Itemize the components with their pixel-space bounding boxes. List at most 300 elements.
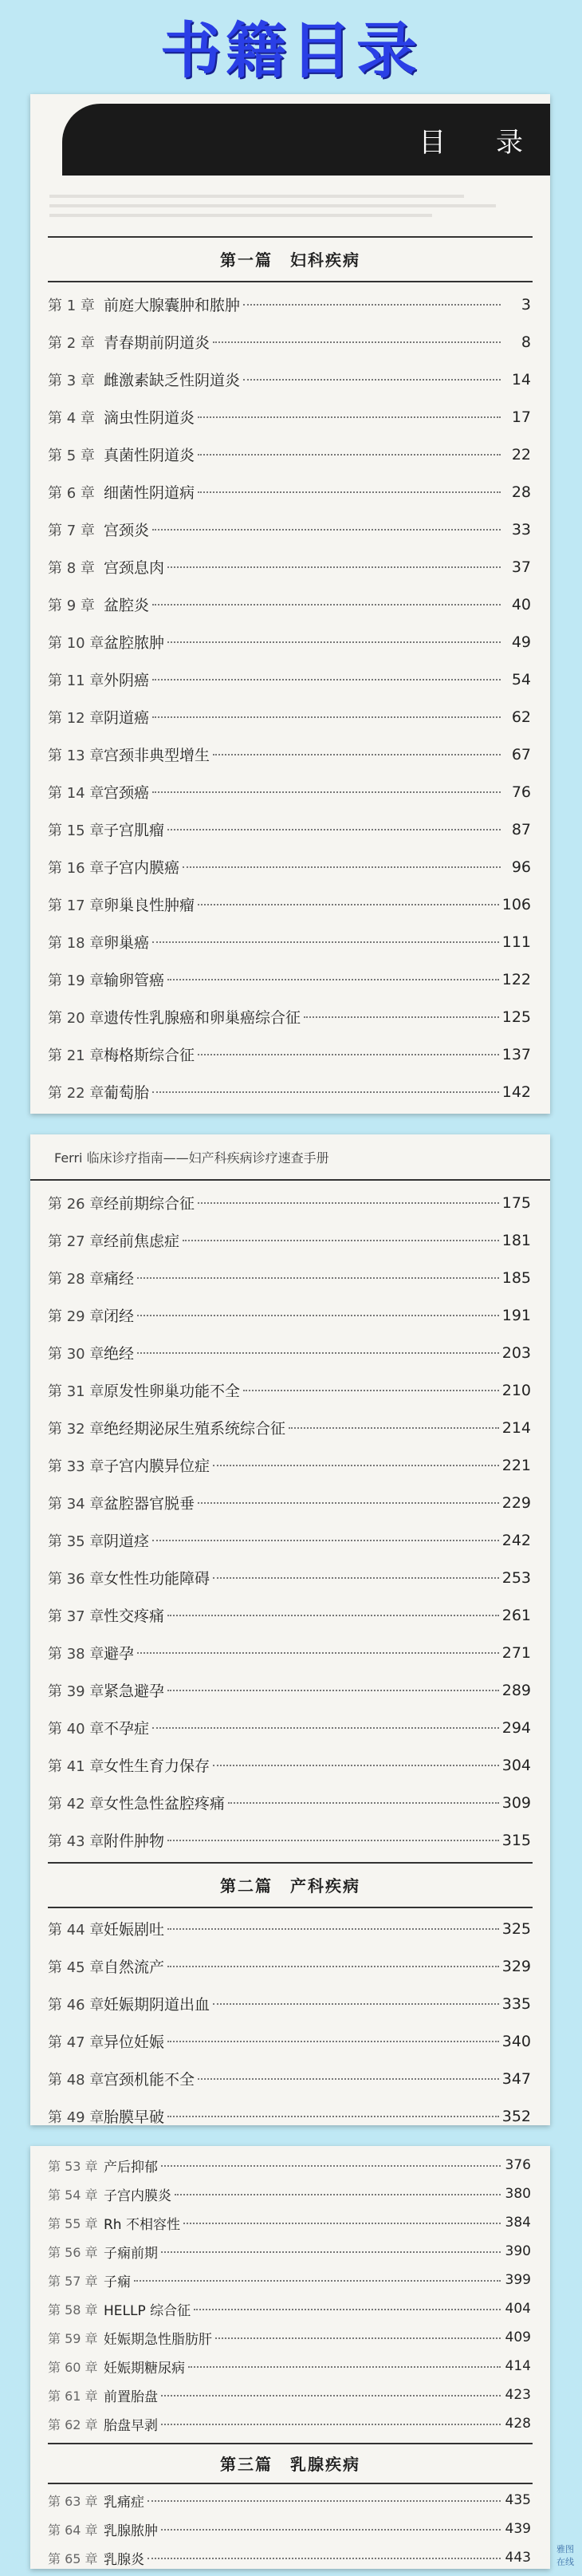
toc-page-3 — [30, 2146, 550, 2569]
page-number: 423 — [505, 2387, 531, 2403]
chapter-number: 第 22 章 — [48, 1084, 104, 1102]
dot-leader — [243, 1389, 499, 1391]
dot-leader — [215, 2337, 501, 2339]
chapter-number: 第 65 章 — [48, 2550, 98, 2566]
chapter-number: 第 40 章 — [48, 1720, 104, 1738]
page-number: 221 — [501, 1456, 531, 1474]
dot-leader — [243, 378, 501, 381]
chapter-title: 宫颈机能不全 — [104, 2071, 195, 2089]
chapter-number: 第 35 章 — [48, 1533, 104, 1550]
page-number: 210 — [501, 1381, 531, 1399]
dot-leader — [183, 1239, 499, 1241]
chapter-number: 第 47 章 — [48, 2034, 104, 2051]
dot-leader — [152, 1091, 499, 1093]
dot-leader — [161, 2423, 501, 2425]
chapter-number: 第 15 章 — [48, 822, 104, 839]
toc-entry — [30, 961, 550, 998]
toc-entry — [30, 1259, 550, 1296]
chapter-title: 外阴癌 — [104, 672, 150, 689]
page-number: 137 — [501, 1045, 531, 1063]
section-heading-gynecology: 第一篇 妇科疾病 — [220, 250, 360, 270]
page-number: 14 — [511, 370, 531, 389]
page-number: 111 — [501, 933, 531, 951]
page-number: 3 — [521, 295, 531, 314]
dot-leader — [152, 1539, 499, 1541]
chapter-title: 女性性功能障碍 — [104, 1570, 210, 1588]
toc-entry — [30, 2180, 550, 2208]
chapter-title: Rh 不相容性 — [104, 2216, 180, 2233]
toc-entry — [30, 2352, 550, 2381]
chapter-number: 第 58 章 — [48, 2302, 98, 2318]
dot-leader — [213, 753, 501, 755]
page-number: 439 — [505, 2521, 531, 2537]
chapter-title: 盆腔炎 — [104, 597, 150, 614]
chapter-number: 第 21 章 — [48, 1047, 104, 1064]
toc-entry — [30, 1746, 550, 1784]
chapter-title: 卵巢良性肿瘤 — [104, 897, 195, 914]
dot-leader — [289, 1426, 499, 1429]
dot-leader — [137, 1351, 499, 1354]
page-number: 309 — [501, 1793, 531, 1812]
chapter-title: 阴道痉 — [104, 1533, 150, 1550]
chapter-title: 乳腺脓肿 — [104, 2523, 158, 2539]
toc-entry — [30, 1484, 550, 1521]
chapter-number: 第 53 章 — [48, 2158, 98, 2174]
chapter-title: 雌激素缺乏性阴道炎 — [104, 372, 241, 389]
running-head-rule — [30, 1179, 550, 1181]
banner — [0, 0, 582, 92]
toc-entry — [30, 623, 550, 661]
chapter-list — [30, 2151, 550, 2438]
section-rule-bottom — [48, 1907, 533, 1908]
page-number: 229 — [501, 1493, 531, 1512]
page-number: 122 — [501, 970, 531, 988]
chapter-title: 性交疼痛 — [104, 1608, 165, 1625]
dot-leader — [147, 2499, 501, 2502]
chapter-title: 妊娠期阴道出血 — [104, 1996, 210, 2014]
chapter-title: 经前期综合征 — [104, 1195, 195, 1213]
page-number: 37 — [511, 558, 531, 576]
toc-entry — [30, 1784, 550, 1821]
toc-entry — [30, 323, 550, 361]
dot-leader — [152, 941, 499, 943]
chapter-title: 青春期前阴道炎 — [104, 334, 210, 352]
dot-leader — [167, 1927, 499, 1930]
toc-entry — [30, 548, 550, 586]
running-head: Ferri 临床诊疗指南——妇产科疾病诊疗速查手册 — [54, 1150, 329, 1166]
chapter-number: 第 32 章 — [48, 1420, 104, 1438]
toc-entry — [30, 2515, 550, 2543]
page-number: 175 — [501, 1193, 531, 1212]
chapter-title: 原发性卵巢功能不全 — [104, 1383, 241, 1400]
bleed-through-text — [49, 188, 528, 223]
page-number: 242 — [501, 1531, 531, 1549]
dot-leader — [161, 2251, 501, 2253]
chapter-title: 子宫内膜癌 — [104, 859, 180, 877]
toc-entry — [30, 2543, 550, 2569]
toc-entry — [30, 511, 550, 548]
chapter-title: 女性生育力保存 — [104, 1757, 210, 1775]
chapter-number: 第 28 章 — [48, 1270, 104, 1288]
chapter-list — [30, 1184, 550, 1859]
chapter-title: 异位妊娠 — [104, 2034, 165, 2051]
page-number: 315 — [501, 1831, 531, 1849]
chapter-number: 第 45 章 — [48, 1959, 104, 1976]
dot-leader — [152, 603, 501, 606]
page-number: 203 — [501, 1343, 531, 1362]
toc-entry — [30, 1371, 550, 1409]
page-number: 191 — [501, 1306, 531, 1324]
chapter-title: 宫颈炎 — [104, 522, 150, 539]
chapter-number: 第 14 章 — [48, 784, 104, 802]
chapter-title: 女性急性盆腔疼痛 — [104, 1795, 226, 1813]
chapter-title: 梅格斯综合征 — [104, 1047, 195, 1064]
chapter-title: 子宫内膜炎 — [104, 2187, 171, 2204]
toc-header-title: 目 录 — [419, 126, 544, 159]
toc-entry — [30, 2381, 550, 2409]
section-heading-breast: 第三篇 乳腺疾病 — [220, 2454, 360, 2474]
chapter-number: 第 37 章 — [48, 1608, 104, 1625]
chapter-title: 胎膜早破 — [104, 2109, 165, 2125]
dot-leader — [137, 1276, 499, 1279]
chapter-number: 第 27 章 — [48, 1233, 104, 1250]
page-number: 294 — [501, 1718, 531, 1737]
chapter-number: 第 12 章 — [48, 709, 104, 727]
chapter-title: 宫颈息肉 — [104, 559, 165, 577]
chapter-number: 第 36 章 — [48, 1570, 104, 1588]
chapter-title: 紧急避孕 — [104, 1682, 165, 1700]
chapter-title: 阴道癌 — [104, 709, 150, 727]
chapter-number: 第 8 章 — [48, 559, 95, 577]
toc-page-1 — [30, 94, 550, 1114]
dot-leader — [137, 1651, 499, 1654]
dot-leader — [198, 1501, 499, 1504]
chapter-title: 子宫肌瘤 — [104, 822, 165, 839]
section-heading-obstetrics: 第二篇 产科疾病 — [220, 1876, 360, 1896]
chapter-number: 第 10 章 — [48, 634, 104, 652]
chapter-number: 第 60 章 — [48, 2359, 98, 2375]
toc-entry — [30, 1521, 550, 1559]
dot-leader — [183, 2222, 501, 2224]
chapter-number: 第 33 章 — [48, 1458, 104, 1475]
page-number: 76 — [511, 783, 531, 801]
toc-header — [62, 104, 550, 176]
toc-entry — [30, 773, 550, 811]
toc-entry — [30, 286, 550, 323]
chapter-title: 子痫前期 — [104, 2245, 158, 2262]
page-number: 17 — [511, 408, 531, 426]
chapter-number: 第 39 章 — [48, 1682, 104, 1700]
toc-entry — [30, 2266, 550, 2294]
chapter-number: 第 1 章 — [48, 297, 95, 314]
dot-leader — [167, 828, 501, 830]
chapter-title: 盆腔脓肿 — [104, 634, 165, 652]
page-number: 347 — [501, 2069, 531, 2088]
page-number: 87 — [511, 820, 531, 838]
page-number: 390 — [505, 2243, 531, 2259]
chapter-title: 葡萄胎 — [104, 1084, 150, 1102]
toc-entry — [30, 698, 550, 736]
chapter-title: 乳腺炎 — [104, 2551, 144, 2568]
chapter-title: 前庭大腺囊肿和脓肿 — [104, 297, 241, 314]
toc-entry — [30, 1334, 550, 1371]
chapter-number: 第 42 章 — [48, 1795, 104, 1813]
toc-entry — [30, 2151, 550, 2180]
toc-entry — [30, 2097, 550, 2125]
page-number: 96 — [511, 858, 531, 876]
page-number: 376 — [505, 2157, 531, 2173]
chapter-number: 第 4 章 — [48, 409, 95, 427]
toc-entry — [30, 2208, 550, 2237]
page-number: 185 — [501, 1268, 531, 1287]
chapter-number: 第 34 章 — [48, 1495, 104, 1513]
chapter-title: 细菌性阴道病 — [104, 484, 195, 502]
chapter-number: 第 56 章 — [48, 2244, 98, 2260]
dot-leader — [167, 1689, 499, 1691]
dot-leader — [198, 2077, 499, 2080]
chapter-number: 第 26 章 — [48, 1195, 104, 1213]
chapter-title: 卵巢癌 — [104, 934, 150, 952]
chapter-number: 第 29 章 — [48, 1308, 104, 1325]
chapter-number: 第 19 章 — [48, 972, 104, 989]
toc-entry — [30, 586, 550, 623]
chapter-title: HELLP 综合征 — [104, 2302, 191, 2319]
dot-leader — [213, 1464, 499, 1466]
chapter-title: 宫颈非典型增生 — [104, 747, 210, 764]
toc-entry — [30, 1073, 550, 1110]
chapter-number: 第 13 章 — [48, 747, 104, 764]
page-number: 414 — [505, 2358, 531, 2374]
chapter-title: 不孕症 — [104, 1720, 150, 1738]
page-number: 8 — [521, 333, 531, 351]
chapter-title: 真菌性阴道炎 — [104, 447, 195, 464]
toc-page-2 — [30, 1134, 550, 2125]
page-number: 67 — [511, 745, 531, 763]
dot-leader — [243, 303, 501, 306]
chapter-title: 绝经期泌尿生殖系统综合征 — [104, 1420, 286, 1438]
dot-leader — [198, 491, 501, 493]
page-number: 380 — [505, 2186, 531, 2202]
chapter-title: 子痫 — [104, 2274, 131, 2290]
chapter-title: 妊娠期糖尿病 — [104, 2360, 185, 2377]
toc-entry — [30, 1709, 550, 1746]
dot-leader — [198, 1201, 499, 1204]
toc-entry — [30, 1634, 550, 1671]
toc-entry — [30, 2486, 550, 2515]
chapter-title: 闭经 — [104, 1308, 135, 1325]
chapter-number: 第 54 章 — [48, 2187, 98, 2203]
page-number: 399 — [505, 2272, 531, 2288]
page-number: 40 — [511, 595, 531, 613]
page-number: 125 — [501, 1008, 531, 1026]
toc-entry — [30, 1221, 550, 1259]
page-number: 62 — [511, 708, 531, 726]
dot-leader — [167, 641, 501, 643]
toc-entry — [30, 1184, 550, 1221]
chapter-title: 宫颈癌 — [104, 784, 150, 802]
toc-entry — [30, 1947, 550, 1985]
toc-entry — [30, 1671, 550, 1709]
chapter-number: 第 64 章 — [48, 2522, 98, 2538]
chapter-title: 前置胎盘 — [104, 2389, 158, 2405]
dot-leader — [161, 2394, 501, 2397]
chapter-title: 输卵管癌 — [104, 972, 165, 989]
chapter-number: 第 43 章 — [48, 1832, 104, 1850]
dot-leader — [183, 866, 501, 868]
chapter-title: 自然流产 — [104, 1959, 165, 1976]
page-number: 261 — [501, 1606, 531, 1624]
toc-entry — [30, 473, 550, 511]
toc-entry — [30, 848, 550, 886]
chapter-list — [30, 1910, 550, 2125]
page-number: 340 — [501, 2032, 531, 2050]
dot-leader — [167, 1614, 499, 1616]
section-rule-bottom — [48, 2483, 533, 2484]
dot-leader — [194, 2308, 501, 2310]
toc-entry — [30, 2323, 550, 2352]
chapter-number: 第 16 章 — [48, 859, 104, 877]
dot-leader — [213, 341, 501, 343]
chapter-number: 第 41 章 — [48, 1757, 104, 1775]
chapter-title: 绝经 — [104, 1345, 135, 1363]
chapter-number: 第 62 章 — [48, 2416, 98, 2432]
dot-leader — [152, 528, 501, 531]
page-number: 409 — [505, 2329, 531, 2345]
dot-leader — [188, 2365, 501, 2368]
toc-entry — [30, 1110, 550, 1114]
chapter-number: 第 5 章 — [48, 447, 95, 464]
page-number: 428 — [505, 2416, 531, 2432]
page-number: 325 — [501, 1919, 531, 1938]
toc-entry — [30, 398, 550, 436]
chapter-title: 妊娠剧吐 — [104, 1921, 165, 1939]
dot-leader — [147, 2557, 501, 2559]
page-number: 435 — [505, 2492, 531, 2508]
chapter-title: 盆腔器官脱垂 — [104, 1495, 195, 1513]
dot-leader — [161, 2528, 501, 2531]
toc-entry — [30, 1296, 550, 1334]
watermark: 雅图在线 — [556, 2544, 574, 2567]
toc-entry — [30, 2060, 550, 2097]
dot-leader — [213, 1764, 499, 1766]
chapter-number: 第 55 章 — [48, 2215, 98, 2231]
toc-entry — [30, 1821, 550, 1859]
chapter-number: 第 38 章 — [48, 1645, 104, 1663]
toc-entry — [30, 886, 550, 923]
dot-leader — [167, 566, 501, 568]
banner-title: 书籍目录 — [160, 15, 422, 86]
page-number: 253 — [501, 1568, 531, 1587]
chapter-number: 第 44 章 — [48, 1921, 104, 1939]
dot-leader — [152, 1726, 499, 1729]
dot-leader — [167, 1839, 499, 1841]
toc-entry — [30, 1910, 550, 1947]
toc-entry — [30, 1985, 550, 2022]
dot-leader — [198, 1053, 499, 1055]
page-number: 384 — [505, 2215, 531, 2231]
dot-leader — [198, 453, 501, 456]
chapter-number: 第 2 章 — [48, 334, 95, 352]
page-number: 142 — [501, 1083, 531, 1101]
toc-entry — [30, 923, 550, 961]
toc-entry — [30, 998, 550, 1036]
dot-leader — [152, 791, 501, 793]
dot-leader — [161, 2164, 501, 2167]
toc-entry — [30, 736, 550, 773]
page-number: 404 — [505, 2301, 531, 2317]
chapter-title: 妊娠期急性脂肪肝 — [104, 2331, 212, 2348]
chapter-title: 滴虫性阴道炎 — [104, 409, 195, 427]
chapter-number: 第 30 章 — [48, 1345, 104, 1363]
dot-leader — [175, 2193, 501, 2195]
toc-entry — [30, 1036, 550, 1073]
toc-entry — [30, 2237, 550, 2266]
chapter-number: 第 9 章 — [48, 597, 95, 614]
chapter-number: 第 17 章 — [48, 897, 104, 914]
section-rule-bottom — [48, 281, 533, 282]
page-number: 271 — [501, 1643, 531, 1662]
chapter-number: 第 11 章 — [48, 672, 104, 689]
dot-leader — [198, 416, 501, 418]
dot-leader — [167, 978, 499, 980]
toc-entry — [30, 1446, 550, 1484]
chapter-title: 遗传性乳腺癌和卵巢癌综合征 — [104, 1009, 301, 1027]
toc-entry — [30, 1596, 550, 1634]
chapter-title: 子宫内膜异位症 — [104, 1458, 210, 1475]
chapter-title: 产后抑郁 — [104, 2159, 158, 2176]
dot-leader — [134, 2279, 501, 2282]
dot-leader — [213, 2002, 499, 2005]
chapter-number: 第 57 章 — [48, 2273, 98, 2289]
chapter-title: 避孕 — [104, 1645, 135, 1663]
page-number: 54 — [511, 670, 531, 688]
chapter-number: 第 48 章 — [48, 2071, 104, 2089]
toc-entry — [30, 436, 550, 473]
toc-entry — [30, 361, 550, 398]
toc-entry — [30, 2294, 550, 2323]
dot-leader — [167, 1965, 499, 1967]
page-number: 443 — [505, 2550, 531, 2566]
chapter-number: 第 61 章 — [48, 2388, 98, 2404]
chapter-number: 第 49 章 — [48, 2109, 104, 2125]
chapter-list — [30, 2486, 550, 2569]
page-number: 22 — [511, 445, 531, 464]
toc-entry — [30, 1409, 550, 1446]
dot-leader — [152, 716, 501, 718]
page-number: 181 — [501, 1231, 531, 1249]
page-number: 106 — [501, 895, 531, 913]
chapter-number: 第 6 章 — [48, 484, 95, 502]
page-number: 28 — [511, 483, 531, 501]
toc-entry — [30, 2409, 550, 2438]
chapter-number: 第 20 章 — [48, 1009, 104, 1027]
dot-leader — [167, 2040, 499, 2042]
page-number: 329 — [501, 1957, 531, 1975]
page-number: 335 — [501, 1994, 531, 2013]
chapter-number: 第 63 章 — [48, 2493, 98, 2509]
toc-entry — [30, 1559, 550, 1596]
chapter-title: 附件肿物 — [104, 1832, 165, 1850]
dot-leader — [137, 1314, 499, 1316]
chapter-list — [30, 286, 550, 1114]
chapter-number: 第 59 章 — [48, 2330, 98, 2346]
toc-entry — [30, 661, 550, 698]
chapter-title: 乳痛症 — [104, 2494, 144, 2511]
chapter-title: 痛经 — [104, 1270, 135, 1288]
dot-leader — [228, 1801, 499, 1804]
dot-leader — [167, 2115, 499, 2117]
page-number: 289 — [501, 1681, 531, 1699]
